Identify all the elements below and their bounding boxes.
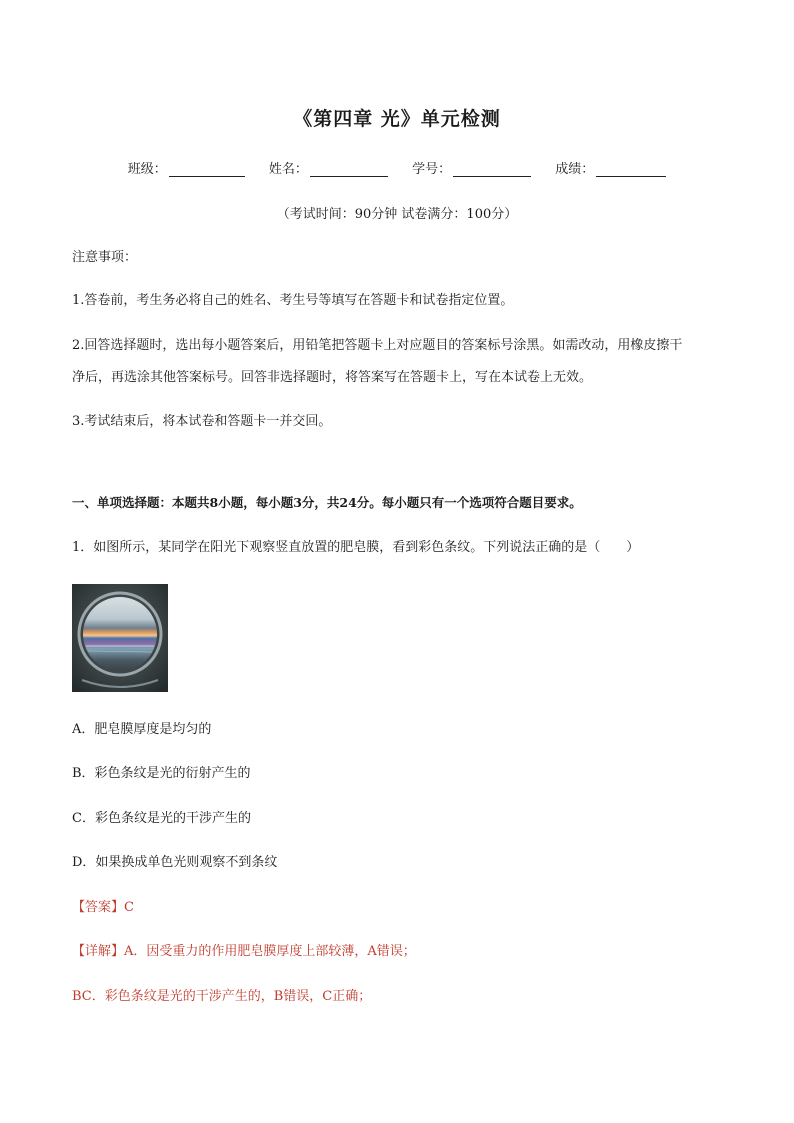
question-1-option-a: A．肥皂膜厚度是均匀的: [72, 722, 212, 737]
answer-value: C: [124, 900, 134, 915]
note-item-2-line-2: 净后，再选涂其他答案标号。回答非选择题时，将答案写在答题卡上，写在本试卷上无效。: [72, 370, 593, 385]
class-field: [128, 158, 245, 177]
soap-film-photo: [72, 584, 168, 692]
score-field: [555, 158, 666, 177]
student-id-label: 学号：: [412, 162, 452, 177]
detail-line-1: [72, 940, 732, 964]
exam-meta: （考试时间：90分钟 试卷满分：100分）: [276, 207, 518, 222]
question-1-option-d: D．如果换成单色光则观察不到条纹: [72, 855, 278, 870]
section-heading: 一、单项选择题：本题共8小题，每小题3分，共24分。每小题只有一个选项符合题目要求。: [72, 495, 582, 510]
question-1-option-c: C．彩色条纹是光的干涉产生的: [72, 811, 251, 826]
detail-text-1: A．因受重力的作用肥皂膜厚度上部较薄，A错误；: [124, 944, 416, 959]
class-label: 班级：: [127, 162, 167, 177]
soap-film-image: [72, 584, 168, 692]
student-id-field: [412, 158, 531, 177]
detail-tag: 【详解】: [72, 944, 125, 959]
page-title: 《第四章 光》单元检测: [293, 108, 501, 130]
note-item-1: 1.答卷前，考生务必将自己的姓名、考生号等填写在答题卡和试卷指定位置。: [72, 293, 514, 308]
name-blank[interactable]: [310, 162, 388, 177]
answer-tag: 【答案】: [72, 900, 125, 915]
class-blank[interactable]: [169, 162, 245, 177]
detail-line-2: BC．彩色条纹是光的干涉产生的，B错误，C正确；: [72, 989, 372, 1004]
student-id-blank[interactable]: [453, 162, 531, 177]
answer-line: [72, 896, 732, 920]
name-label: 姓名：: [268, 162, 308, 177]
note-item-2-line-1: 2.回答选择题时，选出每小题答案后，用铅笔把答题卡上对应题目的答案标号涂黑。如需改动，用橡皮擦干: [72, 338, 683, 353]
score-blank[interactable]: [596, 162, 666, 177]
question-1-stem: 1．如图所示，某同学在阳光下观察竖直放置的肥皂膜，看到彩色条纹。下列说法正确的是（ ）: [72, 540, 640, 555]
name-field: [269, 158, 388, 177]
question-1-option-b: B．彩色条纹是光的衍射产生的: [72, 766, 251, 781]
score-label: 成绩：: [555, 162, 595, 177]
note-item-3: 3.考试结束后，将本试卷和答题卡一并交回。: [72, 414, 332, 429]
notes-heading: 注意事项：: [72, 250, 138, 265]
student-info-row: [0, 158, 794, 177]
